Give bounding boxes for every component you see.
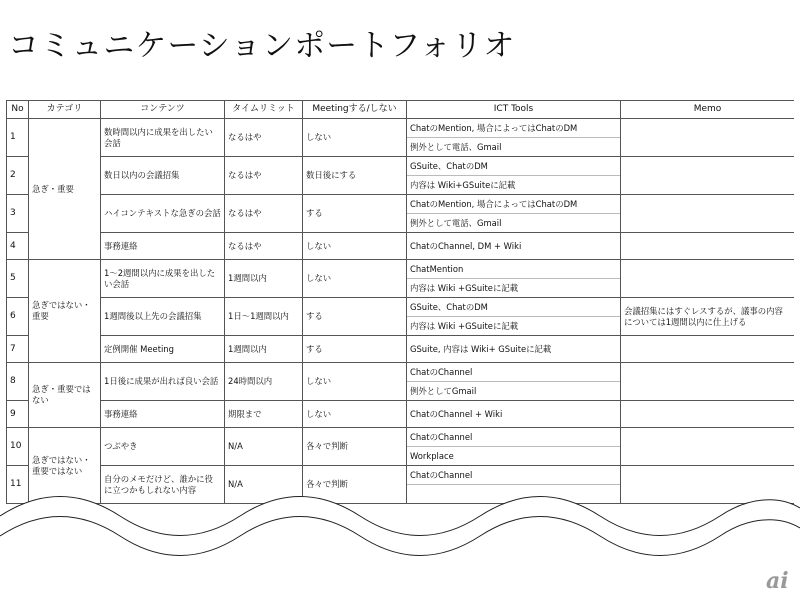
category-cell: 急ぎ・重要ではない	[29, 363, 101, 428]
meeting-cell: しない	[303, 260, 407, 298]
memo-cell	[621, 363, 795, 401]
limit-cell: 1週間以内	[225, 260, 303, 298]
tool-line: 内容は Wiki +GSuiteに記載	[407, 278, 620, 297]
tool-line: Workplace	[407, 446, 620, 465]
limit-cell: N/A	[225, 466, 303, 504]
tool-line: ChatMention	[410, 264, 464, 274]
tools-cell	[407, 157, 621, 195]
table-row	[7, 233, 795, 260]
tool-line: GSuite、ChatのDM	[410, 161, 488, 171]
tool-line: 例外としてGmail	[407, 381, 620, 400]
memo-cell: 会議招集にはすぐレスするが、議事の内容については1週間以内に仕上げる	[621, 298, 795, 336]
content-cell: ハイコンテキストな急ぎの会話	[101, 195, 225, 233]
meeting-cell: する	[303, 298, 407, 336]
tool-line: ChatのMention, 場合によってはChatのDM	[410, 123, 578, 133]
table-row	[7, 260, 795, 298]
table-row	[7, 119, 795, 157]
memo-cell	[621, 157, 795, 195]
tools-cell	[407, 260, 621, 298]
meeting-cell: 数日後にする	[303, 157, 407, 195]
limit-cell: なるはや	[225, 195, 303, 233]
meeting-cell: 各々で判断	[303, 428, 407, 466]
tool-line: ChatのMention, 場合によってはChatのDM	[410, 199, 578, 209]
meeting-cell: する	[303, 336, 407, 363]
limit-cell: 期限まで	[225, 401, 303, 428]
content-cell: 数日以内の会議招集	[101, 157, 225, 195]
meeting-cell: しない	[303, 401, 407, 428]
content-cell: 自分のメモだけど、誰かに役に立つかもしれない内容	[101, 466, 225, 504]
limit-cell: 1週間以内	[225, 336, 303, 363]
page-title: コミュニケーションポートフォリオ	[8, 28, 516, 64]
memo-cell	[621, 401, 795, 428]
memo-cell	[621, 260, 795, 298]
table-row	[7, 195, 795, 233]
tools-cell: ChatのChannel, DM + Wiki	[407, 233, 621, 260]
row-number: 9	[7, 401, 29, 428]
content-cell: 事務連絡	[101, 233, 225, 260]
content-cell: 数時間以内に成果を出したい会話	[101, 119, 225, 157]
limit-cell: なるはや	[225, 157, 303, 195]
header-time-limit: タイムリミット	[225, 101, 303, 119]
meeting-cell: しない	[303, 119, 407, 157]
content-cell: 1日後に成果が出れば良い会話	[101, 363, 225, 401]
category-cell: 急ぎ・重要	[29, 119, 101, 260]
tools-cell	[407, 428, 621, 466]
row-number: 1	[7, 119, 29, 157]
tool-line: GSuite、ChatのDM	[410, 302, 488, 312]
header-category: カテゴリ	[29, 101, 101, 119]
tools-cell	[407, 363, 621, 401]
content-cell: 1週間後以上先の会議招集	[101, 298, 225, 336]
row-number: 2	[7, 157, 29, 195]
tool-line: ChatのChannel	[410, 432, 473, 442]
tools-cell: GSuite, 内容は Wiki+ GSuiteに記載	[407, 336, 621, 363]
header-memo: Memo	[621, 101, 795, 119]
row-number: 4	[7, 233, 29, 260]
header-content: コンテンツ	[101, 101, 225, 119]
content-cell: 1～2週間以内に成果を出したい会話	[101, 260, 225, 298]
memo-cell	[621, 233, 795, 260]
content-cell: 定例開催 Meeting	[101, 336, 225, 363]
memo-cell	[621, 195, 795, 233]
table-header-row	[7, 101, 795, 119]
row-number: 8	[7, 363, 29, 401]
row-number: 6	[7, 298, 29, 336]
header-no: No	[7, 101, 29, 119]
tool-line: ChatのChannel	[410, 470, 473, 480]
memo-cell	[621, 336, 795, 363]
meeting-cell: 各々で判断	[303, 466, 407, 504]
content-cell: つぶやき	[101, 428, 225, 466]
row-number: 5	[7, 260, 29, 298]
category-cell: 急ぎではない・重要	[29, 260, 101, 363]
tool-line: ChatのChannel	[410, 367, 473, 377]
ai-logo: ai	[766, 568, 789, 594]
limit-cell: N/A	[225, 428, 303, 466]
row-number: 7	[7, 336, 29, 363]
portfolio-table-wrapper	[6, 100, 794, 530]
row-number: 11	[7, 466, 29, 504]
table-row	[7, 298, 795, 336]
tool-line: 内容は Wiki +GSuiteに記載	[407, 316, 620, 335]
limit-cell: 24時間以内	[225, 363, 303, 401]
header-meeting: Meetingする/しない	[303, 101, 407, 119]
memo-cell	[621, 119, 795, 157]
limit-cell: なるはや	[225, 233, 303, 260]
table-row	[7, 157, 795, 195]
table-row	[7, 428, 795, 466]
row-number: 3	[7, 195, 29, 233]
tools-cell	[407, 119, 621, 157]
torn-edge-wave	[0, 490, 800, 600]
tools-cell: ChatのChannel + Wiki	[407, 401, 621, 428]
limit-cell: 1日～1週間以内	[225, 298, 303, 336]
meeting-cell: する	[303, 195, 407, 233]
table-row	[7, 401, 795, 428]
meeting-cell: しない	[303, 363, 407, 401]
tools-cell	[407, 298, 621, 336]
content-cell: 事務連絡	[101, 401, 225, 428]
meeting-cell: しない	[303, 233, 407, 260]
tool-line: 例外として電話、Gmail	[407, 137, 620, 156]
tools-cell	[407, 195, 621, 233]
tool-line: 内容は Wiki+GSuiteに記載	[407, 175, 620, 194]
header-ict-tools: ICT Tools	[407, 101, 621, 119]
tool-line: 例外として電話、Gmail	[407, 213, 620, 232]
limit-cell: なるはや	[225, 119, 303, 157]
table-row	[7, 363, 795, 401]
memo-cell	[621, 428, 795, 466]
table-row	[7, 336, 795, 363]
portfolio-table	[6, 100, 794, 504]
category-cell: 急ぎではない・重要ではない	[29, 428, 101, 504]
row-number: 10	[7, 428, 29, 466]
